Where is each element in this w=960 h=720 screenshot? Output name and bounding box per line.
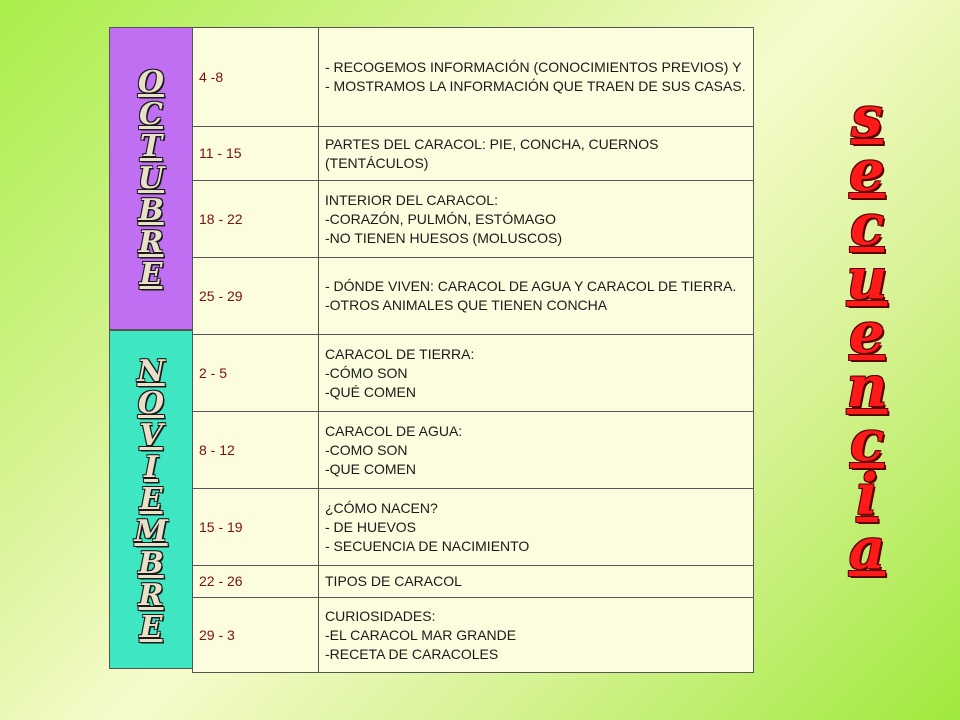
date-cell: 29 - 3: [193, 598, 319, 673]
date-cell: 8 - 12: [193, 412, 319, 489]
description-line: -RECETA DE CARACOLES: [325, 645, 499, 662]
table-row: [193, 489, 754, 566]
description-cell: [319, 181, 754, 258]
letter: V: [139, 417, 163, 453]
letter: a: [848, 516, 886, 582]
description-line: -CÓMO SON: [325, 364, 408, 381]
description-line: CARACOL DE AGUA:: [325, 422, 463, 439]
description-line: -QUÉ COMEN: [325, 383, 416, 400]
description-line: -QUE COMEN: [325, 460, 416, 477]
side-title: [837, 84, 897, 582]
description-line: -COMO SON: [325, 441, 408, 458]
description-cell: [319, 258, 754, 335]
table-row: [193, 181, 754, 258]
description-line: -CORAZÓN, PULMÓN, ESTÓMAGO: [325, 210, 557, 227]
description-line: - MOSTRAMOS LA INFORMACIÓN QUE TRAEN DE SUS CASAS.: [325, 78, 746, 94]
description-line: - DÓNDE VIVEN: CARACOL DE AGUA Y CARACOL DE TIERRA.: [325, 278, 737, 294]
letter: N: [137, 353, 165, 389]
letter: e: [849, 300, 885, 366]
description-line: - SECUENCIA DE NACIMIENTO: [325, 537, 530, 554]
letter: R: [138, 577, 164, 613]
letter: R: [138, 224, 164, 260]
description-cell: [319, 566, 754, 598]
table-row: [193, 335, 754, 412]
letter: s: [851, 84, 883, 150]
letter: i: [856, 462, 878, 528]
description-line: -EL CARACOL MAR GRANDE: [325, 626, 517, 643]
letter: c: [849, 408, 885, 474]
table-row: [193, 127, 754, 181]
description-line: CURIOSIDADES:: [325, 607, 436, 624]
table-row: [193, 412, 754, 489]
letter: I: [143, 449, 159, 485]
schedule-table: [192, 27, 754, 673]
letter: T: [139, 128, 163, 164]
table-row: [193, 28, 754, 127]
description-cell: [319, 489, 754, 566]
description-line: -NO TIENEN HUESOS (MOLUSCOS): [325, 229, 562, 246]
description-line: - DE HUEVOS: [325, 518, 417, 535]
description-line: CARACOL DE TIERRA:: [325, 345, 475, 362]
description-line: - RECOGEMOS INFORMACIÓN (CONOCIMIENTOS PREVIOS) Y: [325, 59, 742, 75]
date-cell: 2 - 5: [193, 335, 319, 412]
letter: B: [138, 545, 164, 581]
letter: C: [139, 96, 163, 132]
description-cell: [319, 28, 754, 127]
letter: E: [139, 609, 163, 645]
date-cell: 18 - 22: [193, 181, 319, 258]
table-row: [193, 258, 754, 335]
month-label-october: [109, 27, 193, 330]
description-line: ¿CÓMO NACEN?: [325, 499, 438, 516]
letter: O: [137, 64, 165, 100]
letter: B: [138, 192, 164, 228]
letter: u: [846, 246, 888, 312]
table-row: [193, 598, 754, 673]
description-cell: [319, 127, 754, 181]
month-label-november: [109, 330, 193, 669]
table-row: [193, 566, 754, 598]
letter: E: [139, 256, 163, 292]
description-line: TIPOS DE CARACOL: [325, 573, 462, 589]
date-cell: 4 -8: [193, 28, 319, 127]
description-line: INTERIOR DEL CARACOL:: [325, 191, 498, 208]
letter: M: [134, 513, 168, 549]
description-line: PARTES DEL CARACOL: PIE, CONCHA, CUERNOS (TENTÁCULOS): [325, 135, 659, 171]
description-cell: [319, 412, 754, 489]
date-cell: 11 - 15: [193, 127, 319, 181]
letter: n: [846, 354, 888, 420]
letter: e: [849, 138, 885, 204]
description-cell: [319, 598, 754, 673]
letter: O: [137, 385, 165, 421]
date-cell: 25 - 29: [193, 258, 319, 335]
description-cell: [319, 335, 754, 412]
letter: E: [139, 481, 163, 517]
date-cell: 22 - 26: [193, 566, 319, 598]
description-line: -OTROS ANIMALES QUE TIENEN CONCHA: [325, 297, 608, 313]
date-cell: 15 - 19: [193, 489, 319, 566]
letter: U: [137, 160, 165, 196]
letter: c: [849, 192, 885, 258]
